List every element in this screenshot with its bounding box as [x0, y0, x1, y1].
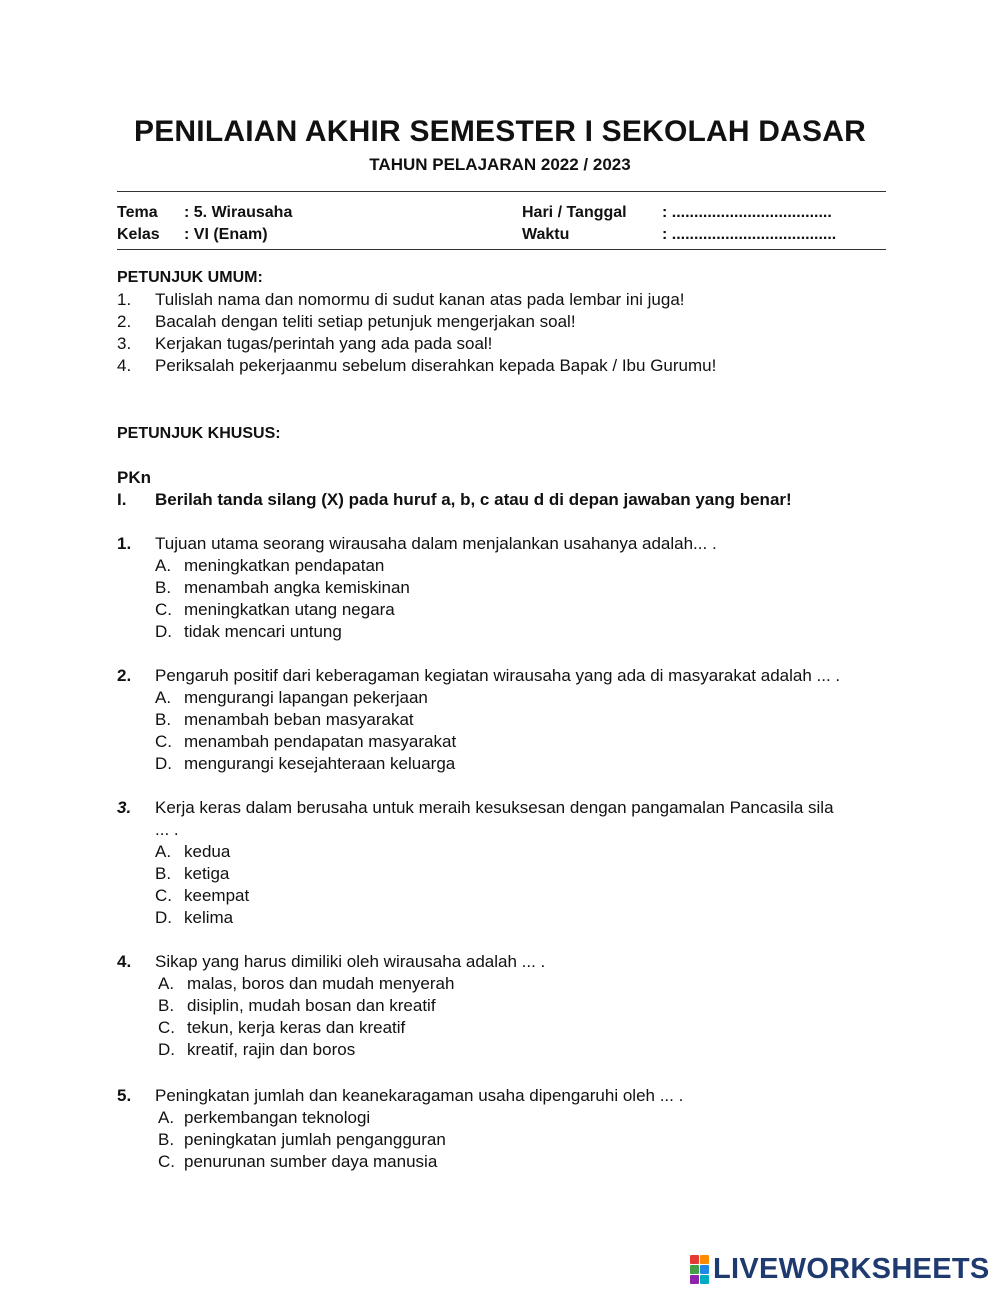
option-text: menambah beban masyarakat: [184, 710, 414, 729]
waktu-value: : .....................................: [662, 226, 837, 243]
option-text: peningkatan jumlah pengangguran: [184, 1130, 446, 1149]
option-letter[interactable]: A.: [155, 688, 172, 707]
question-text: Pengaruh positif dari keberagaman kegiatan wirausaha yang ada di masyarakat adalah ... .: [155, 666, 841, 685]
option-text: keempat: [184, 886, 250, 905]
tema-value: : 5. Wirausaha: [184, 204, 293, 221]
option-text: kelima: [184, 908, 234, 927]
question-number: 3.: [117, 798, 132, 817]
option-text: tidak mencari untung: [184, 622, 342, 641]
option-text: kedua: [184, 842, 231, 861]
liveworksheets-logo-text: LIVEWORKSHEETS: [713, 1252, 990, 1285]
hari-value: : ....................................: [662, 204, 832, 221]
question-number: 5.: [117, 1086, 132, 1105]
option-text: menambah pendapatan masyarakat: [184, 732, 457, 751]
option-text: menambah angka kemiskinan: [184, 578, 410, 597]
question-text: Sikap yang harus dimiliki oleh wirausaha adalah ... .: [155, 952, 546, 971]
option-letter[interactable]: C.: [158, 1152, 175, 1171]
option-letter[interactable]: C.: [155, 732, 172, 751]
option-text: ketiga: [184, 864, 230, 883]
umum-num: 2.: [117, 312, 132, 331]
question-text-continuation: ... .: [155, 820, 179, 839]
option-letter[interactable]: B.: [155, 864, 172, 883]
tema-label: Tema: [117, 204, 158, 221]
subject-label: PKn: [117, 468, 151, 487]
option-letter[interactable]: B.: [158, 1130, 175, 1149]
petunjuk-khusus-heading: PETUNJUK KHUSUS:: [117, 425, 281, 442]
liveworksheets-logo: [690, 1253, 990, 1285]
page-title: PENILAIAN AKHIR SEMESTER I SEKOLAH DASAR: [134, 115, 866, 148]
kelas-label: Kelas: [117, 226, 160, 243]
option-letter[interactable]: B.: [158, 996, 175, 1015]
section-instruction: Berilah tanda silang (X) pada huruf a, b, c atau d di depan jawaban yang benar!: [155, 490, 792, 509]
option-letter[interactable]: C.: [158, 1018, 175, 1037]
umum-text: Kerjakan tugas/perintah yang ada pada soal!: [155, 334, 493, 353]
umum-num: 4.: [117, 356, 132, 375]
option-text: malas, boros dan mudah menyerah: [187, 974, 455, 993]
option-letter[interactable]: D.: [155, 754, 172, 773]
option-text: meningkatkan pendapatan: [184, 556, 385, 575]
top-divider: [117, 191, 886, 192]
option-letter[interactable]: A.: [158, 974, 175, 993]
option-letter[interactable]: C.: [155, 886, 172, 905]
umum-text: Bacalah dengan teliti setiap petunjuk mengerjakan soal!: [155, 312, 576, 331]
question-text: Tujuan utama seorang wirausaha dalam menjalankan usahanya adalah... .: [155, 534, 717, 553]
waktu-label: Waktu: [522, 226, 570, 243]
hari-label: Hari / Tanggal: [522, 204, 627, 221]
option-letter[interactable]: B.: [155, 710, 172, 729]
liveworksheets-logo-icon: [690, 1255, 709, 1284]
option-letter[interactable]: A.: [158, 1108, 175, 1127]
option-text: perkembangan teknologi: [184, 1108, 371, 1127]
section-number: I.: [117, 490, 127, 509]
option-letter[interactable]: A.: [155, 842, 172, 861]
option-letter[interactable]: B.: [155, 578, 172, 597]
option-letter[interactable]: D.: [158, 1040, 175, 1059]
question-text: Peningkatan jumlah dan keanekaragaman usaha dipengaruhi oleh ... .: [155, 1086, 684, 1105]
option-letter[interactable]: A.: [155, 556, 172, 575]
option-letter[interactable]: D.: [155, 908, 172, 927]
petunjuk-umum-heading: PETUNJUK UMUM:: [117, 269, 263, 286]
kelas-value: : VI (Enam): [184, 226, 268, 243]
page-subtitle: TAHUN PELAJARAN 2022 / 2023: [369, 155, 631, 174]
question-number: 2.: [117, 666, 132, 685]
question-number: 4.: [117, 952, 132, 971]
option-text: penurunan sumber daya manusia: [184, 1152, 438, 1171]
bottom-divider: [117, 249, 886, 250]
option-text: mengurangi kesejahteraan keluarga: [184, 754, 456, 773]
option-letter[interactable]: C.: [155, 600, 172, 619]
question-text: Kerja keras dalam berusaha untuk meraih kesuksesan dengan pangamalan Pancasila sila: [155, 798, 834, 817]
option-text: disiplin, mudah bosan dan kreatif: [187, 996, 436, 1015]
umum-text: Tulislah nama dan nomormu di sudut kanan atas pada lembar ini juga!: [155, 290, 685, 309]
option-text: kreatif, rajin dan boros: [187, 1040, 356, 1059]
option-letter[interactable]: D.: [155, 622, 172, 641]
option-text: mengurangi lapangan pekerjaan: [184, 688, 428, 707]
umum-num: 3.: [117, 334, 132, 353]
option-text: tekun, kerja keras dan kreatif: [187, 1018, 406, 1037]
question-number: 1.: [117, 534, 132, 553]
umum-num: 1.: [117, 290, 132, 309]
umum-text: Periksalah pekerjaanmu sebelum diserahkan kepada Bapak / Ibu Gurumu!: [155, 356, 717, 375]
option-text: meningkatkan utang negara: [184, 600, 395, 619]
